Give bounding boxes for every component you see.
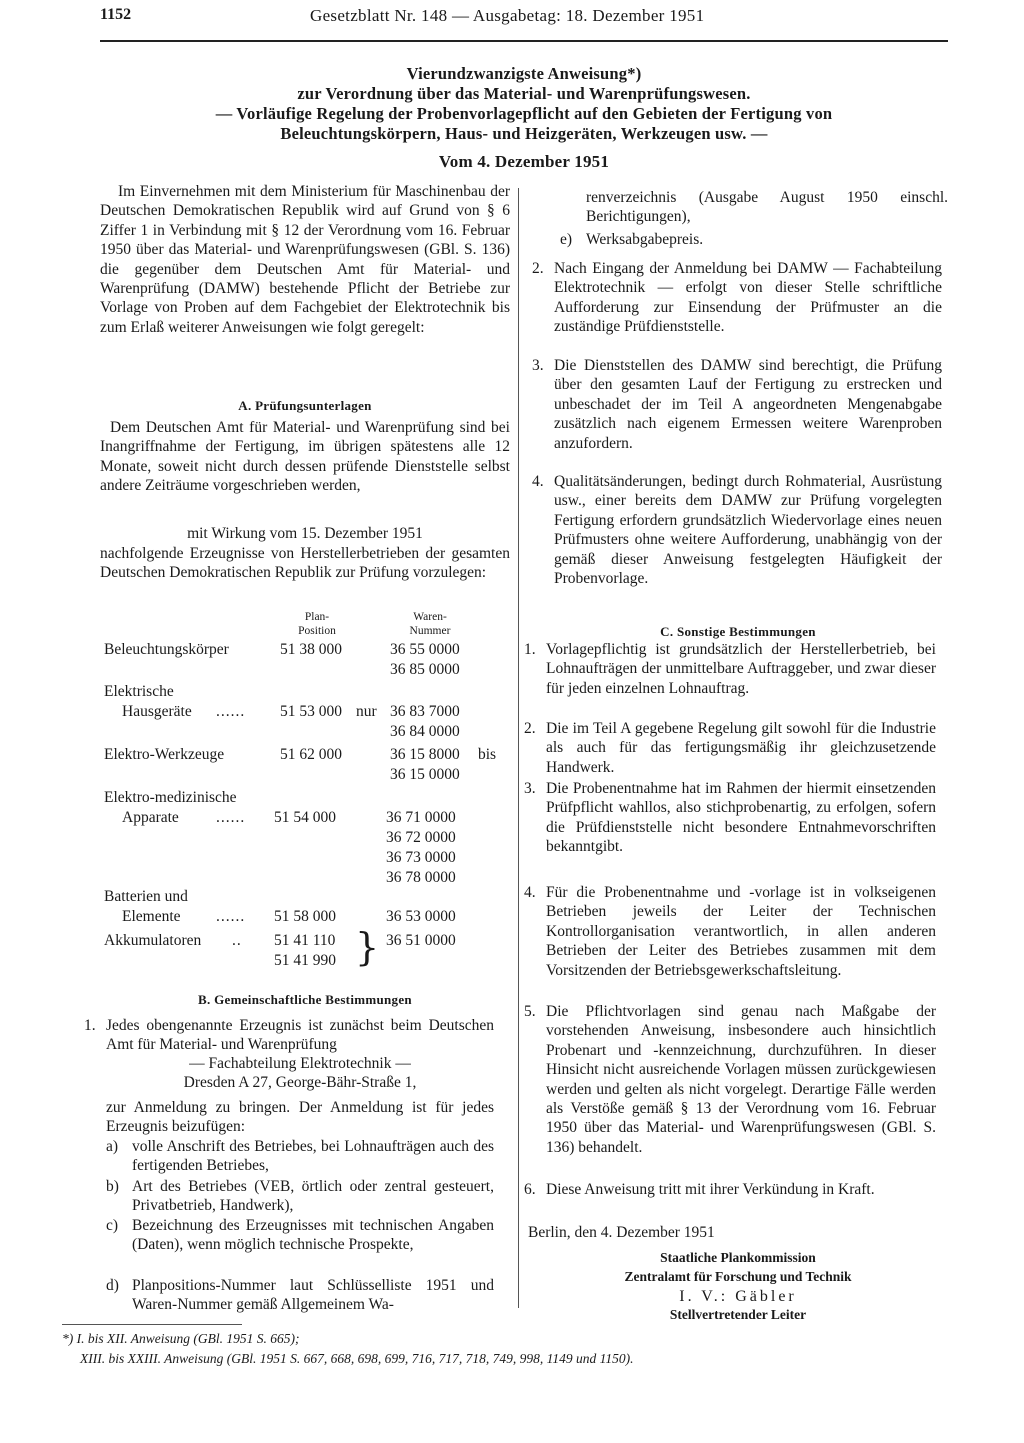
section-a-heading: A. Prüfungsunterlagen — [238, 398, 372, 413]
item-number: 3. — [524, 780, 536, 797]
plan-position: 51 54 000 — [274, 809, 336, 826]
signatory-name: I. V.: Gäbler — [679, 1288, 797, 1305]
product-label: Beleuchtungskörper — [104, 641, 229, 658]
address-line-2: Dresden A 27, George-Bähr-Straße 1, — [183, 1074, 417, 1091]
plan-position: 51 41 990 — [274, 952, 336, 969]
section-b-item-1-cont: zur Anmeldung zu bringen. Der Anmeldung ist für jedes Erzeugnis beizufügen: — [106, 1099, 494, 1136]
journal-title: Gesetzblatt Nr. 148 — Ausgabetag: 18. Dezember 1951 — [310, 6, 705, 25]
waren-number: 36 51 0000 — [386, 932, 456, 949]
plan-position: 51 41 110 — [274, 932, 336, 949]
product-label: Apparate — [122, 809, 179, 826]
plan-position: 51 53 000 — [280, 703, 342, 720]
item-number: 3. — [532, 357, 544, 374]
address-line-1: — Fachabteilung Elektrotechnik — — [189, 1055, 411, 1072]
section-b-item: Qualitätsänderungen, bedingt durch Rohmaterial, Ausrüstung usw., einer bereits dem DAMW zur Prüfung vorgelegten Fertigung erfordern grundsätzlich Wiedervorlage eines neuen Prüfmusters ohne weitere Aufforderung, unabhängig von der gemäß dieser Anweisung festgelegten Häufigkeit der Probenvorlage. — [554, 473, 942, 588]
column-divider — [518, 188, 519, 1308]
subitem-e: Werksabgabepreis. — [586, 231, 704, 248]
waren-number: 36 71 0000 — [386, 809, 456, 826]
leader-dots: ...... — [216, 703, 246, 720]
section-c-item: Diese Anweisung tritt mit ihrer Verkündung in Kraft. — [546, 1181, 875, 1198]
subitem-letter: b) — [106, 1178, 119, 1195]
plan-position: 51 58 000 — [274, 908, 336, 925]
product-label: Akkumulatoren — [104, 932, 202, 949]
section-b-heading: B. Gemeinschaftliche Bestimmungen — [198, 992, 412, 1007]
section-b-item-1: Jedes obengenannte Erzeugnis ist zunächst beim Deutschen Amt für Material- und Warenprüfung — [106, 1017, 494, 1054]
column-header-waren: Waren- Nummer — [409, 611, 451, 637]
header-rule — [100, 40, 948, 42]
qualifier-text: nur — [356, 703, 377, 720]
document-date: Vom 4. Dezember 1951 — [438, 152, 610, 171]
waren-number: 36 53 0000 — [386, 908, 456, 925]
waren-number: 36 73 0000 — [386, 849, 456, 866]
section-a-text-2: nachfolgende Erzeugnisse von Herstellerbetrieben der gesamten Deutschen Demokratischen Republik zur Prüfung vorzulegen: — [100, 545, 510, 582]
subitem-text: Planpositions-Nummer laut Schlüsselliste 1951 und Waren-Nummer gemäß Allgemeinem Wa- — [132, 1277, 494, 1314]
section-b-item: Die Dienststellen des DAMW sind berechtigt, die Prüfung über den gesamten Lauf der Fertigung zu erstrecken und unbeschadet der im Teil A angeordneten Mengenabgabe zusätzlich nach eigenem Ermessen weitere Warenproben anzufordern. — [554, 357, 942, 452]
item-number: 2. — [524, 720, 536, 737]
footnote-rule — [62, 1324, 242, 1325]
document-subtitle-3: Beleuchtungskörpern, Haus- und Heizgeräten, Werkzeugen usw. — — [280, 124, 768, 143]
leader-dots: ...... — [216, 908, 246, 925]
leader-dots: .. — [232, 932, 242, 949]
signatory-dept: Zentralamt für Forschung und Technik — [624, 1269, 852, 1284]
plan-position: 51 62 000 — [280, 746, 342, 763]
subitem-text: volle Anschrift des Betriebes, bei Lohnaufträgen auch des fertigenden Betriebes, — [132, 1138, 494, 1175]
section-b-item: Nach Eingang der Anmeldung bei DAMW — Fachabteilung Elektrotechnik — erfolgt von dieser Stelle schriftliche Aufforderung zur Einsendung der Prüfmuster an die zuständige Prüfdienststelle. — [554, 260, 942, 336]
effective-date: mit Wirkung vom 15. Dezember 1951 — [187, 525, 423, 542]
signatory-title: Stellvertretender Leiter — [669, 1307, 807, 1322]
product-label: Elektrische — [104, 683, 174, 700]
item-number: 5. — [524, 1003, 536, 1020]
waren-number: 36 83 7000 — [390, 703, 460, 720]
subitem-d-continued: renverzeichnis (Ausgabe August 1950 einschl. Berichtigungen), — [586, 189, 948, 226]
product-label: Hausgeräte — [122, 703, 192, 720]
subitem-letter: e) — [560, 231, 573, 248]
item-number: 6. — [524, 1181, 536, 1198]
signatory-org: Staatliche Plankommission — [660, 1250, 816, 1265]
section-c-item: Vorlagepflichtig ist grundsätzlich der Herstellerbetrieb, bei Lohnaufträgen der unmittelbare Auftraggeber, und zwar dieser für jeden einzelnen Lohnauftrag. — [546, 641, 936, 697]
subitem-letter: d) — [106, 1277, 119, 1294]
item-number: 4. — [532, 473, 544, 490]
intro-paragraph: Im Einvernehmen mit dem Ministerium für Maschinenbau der Deutschen Demokratischen Republik wird auf Grund von § 6 Ziffer 1 in Verbindung mit § 12 der Verordnung vom 16. Februar 1950 über das Material- und Warenprüfungswesen (GBl. S. 136) die gegenüber dem Deutschen Amt für Material- und Warenprüfung (DAMW) bestehende Pflicht der Betriebe zur Vorlage von Proben auf dem Fachgebiet der Elektrotechnik bis zum Erlaß weiterer Anweisungen wie folgt geregelt: — [100, 183, 510, 336]
brace-symbol: } — [355, 925, 380, 969]
section-c-heading: C. Sonstige Bestimmungen — [660, 624, 816, 639]
waren-number: 36 55 0000 — [390, 641, 460, 658]
page-header — [100, 6, 705, 25]
waren-number: 36 84 0000 — [390, 723, 460, 740]
waren-number: 36 85 0000 — [390, 661, 460, 678]
waren-number: 36 15 0000 — [390, 766, 460, 783]
product-label: Elektro-medizinische — [104, 789, 237, 806]
leader-dots: ...... — [216, 809, 246, 826]
product-label: Elemente — [122, 908, 181, 925]
subitem-letter: a) — [106, 1138, 119, 1155]
waren-number: 36 78 0000 — [386, 869, 456, 886]
document-subtitle: zur Verordnung über das Material- und Warenprüfungswesen. — [297, 84, 751, 103]
subitem-text: Art des Betriebes (VEB, örtlich oder zentral gesteuert, Privatbetrieb, Handwerk), — [132, 1178, 494, 1215]
subitem-letter: c) — [106, 1217, 119, 1234]
document-title: Vierundzwanzigste Anweisung*) — [406, 64, 642, 83]
waren-number: 36 15 8000 — [390, 746, 460, 763]
item-number: 2. — [532, 260, 544, 277]
item-number: 1. — [524, 641, 536, 658]
footnote-line-2: XIII. bis XXIII. Anweisung (GBl. 1951 S. 667, 668, 698, 699, 716, 717, 718, 749, 998, 1149 und 1150). — [80, 1351, 634, 1366]
item-number: 1. — [84, 1017, 96, 1034]
item-number: 4. — [524, 884, 536, 901]
section-a-text: Dem Deutschen Amt für Material- und Warenprüfung sind bei Inangriffnahme der Fertigung, im übrigen spätestens alle 12 Monate, soweit nicht durch dessen prüfende Dienststelle selbst andere Zeiträume vorgeschrieben werden, — [100, 419, 510, 495]
section-c-item: Die im Teil A gegebene Regelung gilt sowohl für die Industrie als auch für das fertigungsmäßig ihr gleichzusetzende Handwerk. — [546, 720, 936, 776]
section-c-item: Die Probenentnahme hat im Rahmen der hiermit einsetzenden Prüfpflicht wahllos, also stichprobenartig, zu erfolgen, sofern die Prüfdienststelle nicht besondere Entnahmevorschriften bekanntgibt. — [546, 780, 936, 856]
plan-position: 51 38 000 — [280, 641, 342, 658]
product-label: Batterien und — [104, 888, 188, 905]
closing-place-date: Berlin, den 4. Dezember 1951 — [528, 1224, 715, 1241]
product-label: Elektro-Werkzeuge — [104, 746, 225, 763]
subitem-text: Bezeichnung des Erzeugnisses mit technischen Angaben (Daten), wenn möglich technische Prospekte, — [132, 1217, 494, 1254]
column-header-plan: Plan- Position — [298, 611, 336, 637]
page-number: 1152 — [100, 6, 132, 23]
qualifier-text: bis — [478, 746, 497, 763]
document-subtitle-2: — Vorläufige Regelung der Probenvorlagepflicht auf den Gebieten der Fertigung von — [215, 104, 833, 123]
footnote-line-1: *) I. bis XII. Anweisung (GBl. 1951 S. 665); — [62, 1331, 300, 1346]
section-c-item: Für die Probenentnahme und -vorlage ist in volkseigenen Betrieben jeweils der Leiter der Technischen Kontrollorganisation verantwortlich, in allen anderen Betrieben der Leiter des Betriebes zusammen mit dem Vorsitzenden der Betriebsgewerkschaftsleitung. — [546, 884, 936, 979]
waren-number: 36 72 0000 — [386, 829, 456, 846]
section-c-item: Die Pflichtvorlagen sind genau nach Maßgabe der vorstehenden Anweisung, insbesondere auch hinsichtlich Probenart und -kennzeichnung, durchzuführen. In dieser Hinsicht nicht ausreichende Vorlagen müssen zurückgewiesen werden und gelten als nicht vorgelegt. Derartige Fälle werden als Verstöße gemäß § 13 der Verordnung vom 16. Februar 1950 über das Material- und Warenprüfungswesen (GBl. S. 136) behandelt. — [546, 1003, 936, 1156]
